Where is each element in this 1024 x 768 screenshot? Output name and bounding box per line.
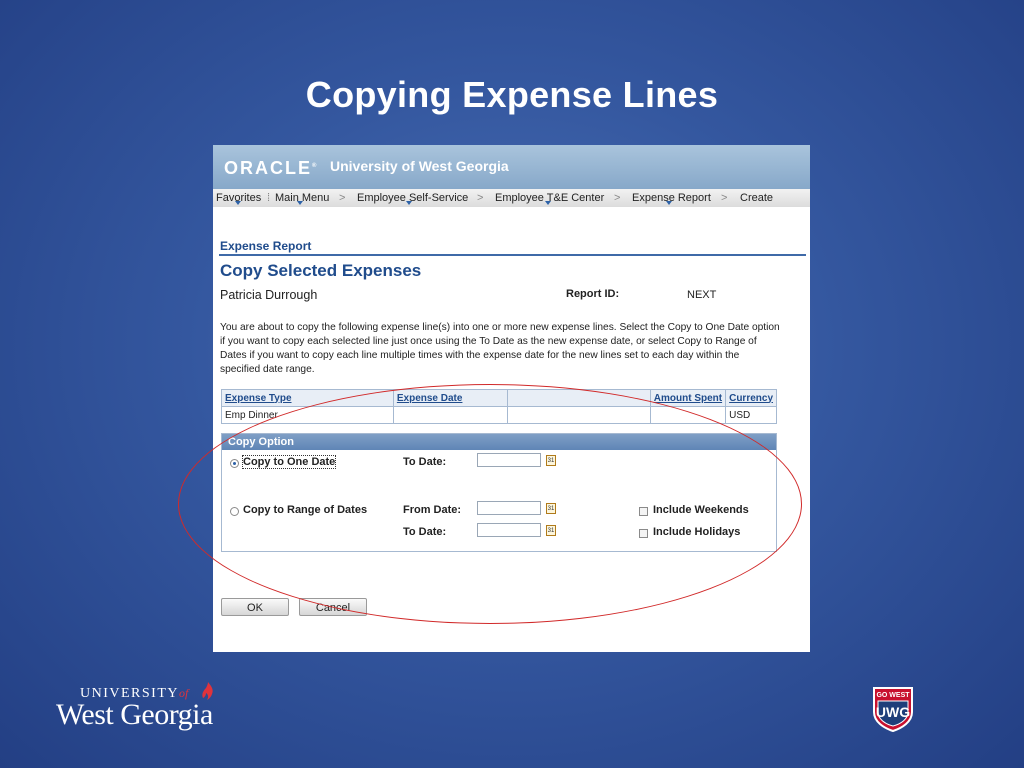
- to-date-input[interactable]: [477, 453, 541, 467]
- col-expense-date[interactable]: Expense Date: [393, 390, 507, 407]
- slide-title: Copying Expense Lines: [305, 74, 719, 115]
- include-weekends-checkbox[interactable]: [639, 507, 648, 516]
- table-header-row: [222, 390, 777, 407]
- svg-text:GO WEST: GO WEST: [876, 692, 910, 699]
- breadcrumb-separator: >: [614, 192, 621, 204]
- uwg-shield-badge: [868, 682, 918, 732]
- employee-name: Patricia Durrough: [220, 288, 318, 302]
- cell-currency: USD: [726, 407, 777, 424]
- screenshot-panel: [213, 145, 810, 652]
- nav-favorites[interactable]: Favorites: [216, 192, 262, 204]
- cell-blank: [508, 407, 651, 424]
- col-currency[interactable]: Currency: [726, 390, 777, 407]
- chevron-down-icon: [666, 201, 672, 205]
- range-to-date-input[interactable]: [477, 523, 541, 537]
- from-date-label: From Date:: [403, 504, 462, 516]
- range-to-date-label: To Date:: [403, 526, 447, 538]
- nav-create[interactable]: Create: [740, 192, 774, 204]
- section-title: Expense Report: [220, 239, 312, 253]
- chevron-down-icon: [406, 201, 412, 205]
- divider: ⁞: [267, 192, 271, 204]
- logo-west-georgia: West Georgia: [56, 698, 213, 731]
- breadcrumb-separator: >: [339, 192, 346, 204]
- nav-employee-self-service[interactable]: Employee Self-Service: [357, 192, 469, 204]
- copy-option-header: [222, 434, 776, 450]
- ok-button[interactable]: OK: [221, 598, 289, 616]
- chevron-down-icon: [297, 201, 303, 205]
- cell-amount-spent: [650, 407, 725, 424]
- copy-option-title: Copy Option: [228, 436, 294, 448]
- university-name: University of West Georgia: [330, 158, 509, 174]
- calendar-icon[interactable]: 31: [546, 455, 556, 466]
- app-header: [213, 145, 810, 189]
- nav-breadcrumb: [213, 189, 810, 207]
- svg-text:UWG: UWG: [875, 704, 911, 720]
- report-id-label: Report ID:: [566, 288, 620, 300]
- col-expense-type[interactable]: Expense Type: [222, 390, 394, 407]
- calendar-icon[interactable]: 31: [546, 525, 556, 536]
- col-blank: [508, 390, 651, 407]
- copy-one-date-radio[interactable]: [230, 459, 239, 468]
- divider: [219, 254, 806, 256]
- copy-range-label[interactable]: Copy to Range of Dates: [243, 504, 368, 516]
- cell-expense-type: Emp Dinner: [222, 407, 394, 424]
- copy-option-group: [221, 433, 777, 552]
- report-id-value: NEXT: [687, 289, 717, 301]
- breadcrumb-separator: >: [721, 192, 728, 204]
- chevron-down-icon: [545, 201, 551, 205]
- col-amount-spent[interactable]: Amount Spent: [650, 390, 725, 407]
- expense-lines-table: [221, 389, 777, 424]
- nav-employee-te-center[interactable]: Employee T&E Center: [495, 192, 605, 204]
- instructions-text: You are about to copy the following expense line(s) into one or more new expense lines. Select the Copy to One Date option if you want to copy each selected line just once using the To Date as the new expense date, or select Copy to Range of Dates if you want to copy each line multiple times with the expense date for the new lines set to each day within the specified date range.: [220, 322, 780, 375]
- page-title: Copy Selected Expenses: [220, 261, 422, 280]
- cancel-button[interactable]: Cancel: [299, 598, 367, 616]
- from-date-input[interactable]: [477, 501, 541, 515]
- table-row: [222, 407, 777, 424]
- oracle-logo: ORACLE®: [224, 158, 317, 178]
- copy-range-radio[interactable]: [230, 507, 239, 516]
- nav-main-menu[interactable]: Main Menu: [275, 192, 330, 204]
- copy-one-date-label[interactable]: Copy to One Date: [243, 456, 336, 468]
- chevron-down-icon: [235, 201, 241, 205]
- calendar-icon[interactable]: 31: [546, 503, 556, 514]
- include-holidays-label[interactable]: Include Holidays: [653, 526, 741, 538]
- breadcrumb-separator: >: [477, 192, 484, 204]
- cell-expense-date: [393, 407, 507, 424]
- logo-university-text: UNIVERSITYof: [80, 686, 189, 701]
- nav-expense-report[interactable]: Expense Report: [632, 192, 711, 204]
- include-holidays-checkbox[interactable]: [639, 529, 648, 538]
- to-date-label: To Date:: [403, 456, 447, 468]
- include-weekends-label[interactable]: Include Weekends: [653, 504, 749, 516]
